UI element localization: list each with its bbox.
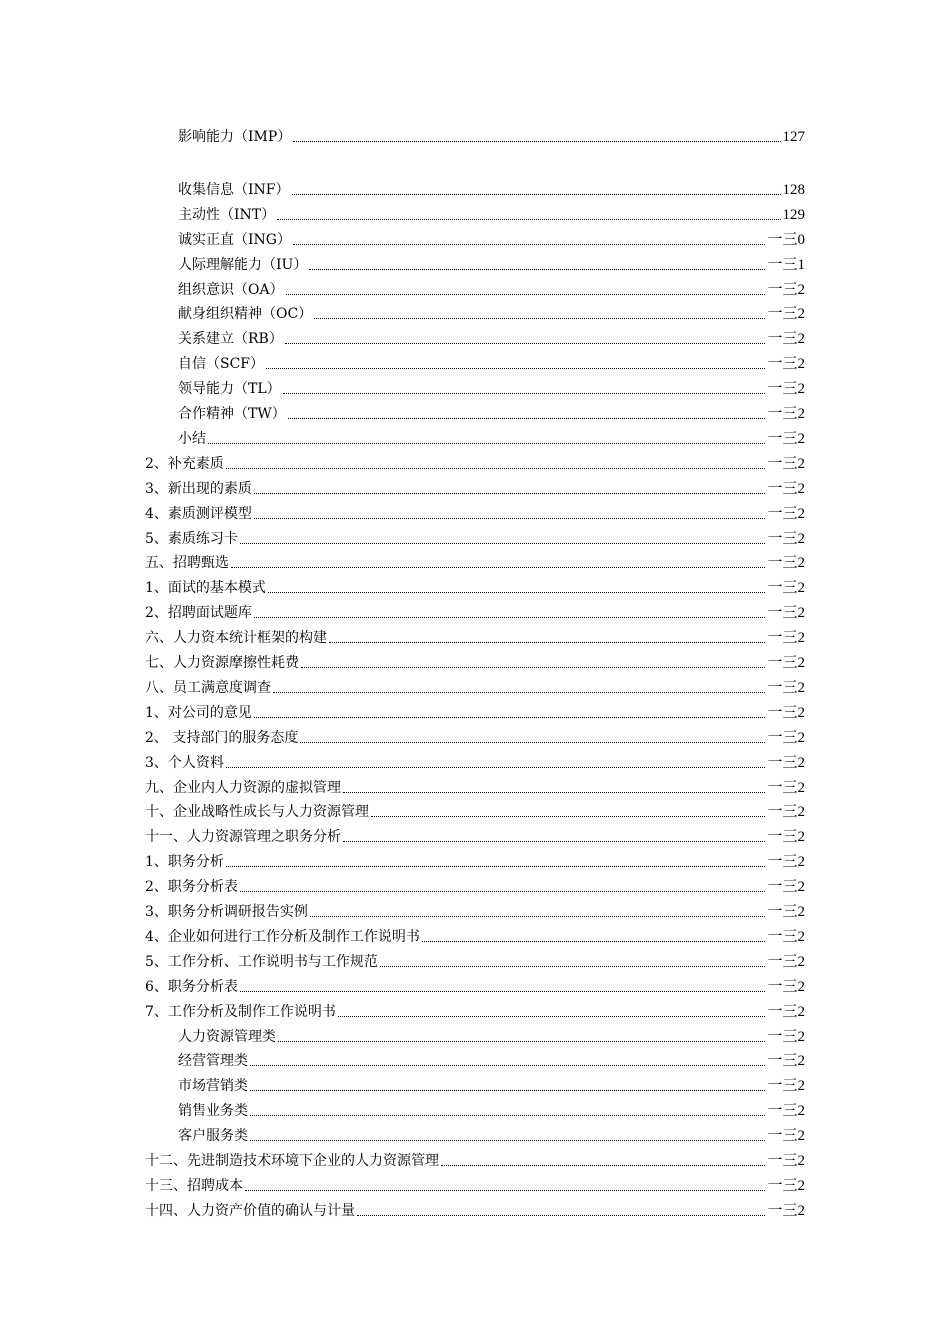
toc-entry-title: 3、职务分析调研报告实例	[145, 904, 308, 920]
toc-entry-page: 一三2	[767, 356, 805, 372]
toc-entry[interactable]	[178, 227, 805, 249]
toc-entry[interactable]	[145, 849, 805, 871]
toc-entry[interactable]	[145, 476, 805, 498]
toc-entry[interactable]	[145, 600, 805, 622]
toc-dot-leader	[286, 293, 766, 295]
toc-entry-page: 一三2	[767, 1203, 805, 1219]
toc-entry[interactable]	[178, 351, 805, 373]
toc-entry[interactable]	[145, 1198, 805, 1220]
toc-entry[interactable]	[145, 526, 805, 548]
toc-entry-title: 2、补充素质	[145, 456, 224, 472]
toc-entry[interactable]	[145, 999, 805, 1021]
toc-entry-page: 一三2	[767, 1078, 805, 1094]
toc-entry-title: 收集信息（INF）	[178, 182, 290, 198]
toc-entry-title: 1、对公司的意见	[145, 705, 252, 721]
toc-entry-page: 一三2	[767, 605, 805, 621]
toc-entry[interactable]	[145, 874, 805, 896]
toc-entry[interactable]	[178, 426, 805, 448]
toc-entry[interactable]	[178, 124, 805, 146]
toc-entry[interactable]	[145, 501, 805, 523]
toc-entry-page: 127	[782, 129, 805, 145]
toc-entry-page: 一三2	[767, 954, 805, 970]
toc-entry-title: 合作精神（TW）	[178, 406, 286, 422]
toc-entry-page: 一三2	[767, 879, 805, 895]
toc-entry-title: 1、面试的基本模式	[145, 580, 266, 596]
toc-entry[interactable]	[145, 824, 805, 846]
toc-dot-leader	[310, 915, 766, 917]
toc-entry-title: 八、员工满意度调查	[145, 680, 271, 696]
toc-entry-page: 一三2	[767, 506, 805, 522]
toc-entry-page: 一三2	[767, 630, 805, 646]
toc-dot-leader	[292, 193, 781, 195]
toc-dot-leader	[240, 890, 766, 892]
toc-entry-title: 2、职务分析表	[145, 879, 238, 895]
toc-entry-title: 2、 支持部门的服务态度	[145, 730, 299, 746]
toc-entry-page: 一三2	[767, 531, 805, 547]
toc-entry[interactable]	[145, 949, 805, 971]
toc-dot-leader	[266, 367, 765, 369]
toc-entry[interactable]	[178, 252, 805, 274]
toc-entry-title: 小结	[178, 431, 206, 447]
toc-dot-leader	[250, 1064, 765, 1066]
toc-dot-leader	[329, 641, 765, 643]
toc-entry-page: 一三2	[767, 755, 805, 771]
toc-entry-title: 十四、人力资产价值的确认与计量	[145, 1203, 355, 1219]
toc-entry-page: 一三2	[767, 904, 805, 920]
toc-entry-page: 一三2	[767, 1103, 805, 1119]
toc-dot-leader	[277, 218, 780, 220]
toc-entry-title: 人力资源管理类	[178, 1029, 276, 1045]
toc-entry-title: 十二、先进制造技术环境下企业的人力资源管理	[145, 1153, 439, 1169]
toc-entry-title: 五、招聘甄选	[145, 555, 229, 571]
toc-dot-leader	[226, 467, 766, 469]
toc-entry-title: 6、职务分析表	[145, 979, 238, 995]
toc-entry-page: 一三2	[767, 1178, 805, 1194]
toc-dot-leader	[357, 1214, 765, 1216]
toc-entry-page: 一三2	[767, 804, 805, 820]
toc-entry-title: 领导能力（TL）	[178, 381, 281, 397]
toc-entry[interactable]	[145, 1173, 805, 1195]
toc-entry-title: 3、个人资料	[145, 755, 224, 771]
toc-entry[interactable]	[145, 550, 805, 572]
toc-entry[interactable]	[178, 376, 805, 398]
toc-entry-title: 十一、人力资源管理之职务分析	[145, 829, 341, 845]
toc-entry[interactable]	[178, 1024, 805, 1046]
toc-entry[interactable]	[178, 1098, 805, 1120]
toc-entry-page: 一三2	[767, 979, 805, 995]
toc-dot-leader	[250, 1139, 765, 1141]
toc-entry-title: 自信（SCF）	[178, 356, 265, 372]
toc-entry-page: 一三2	[767, 406, 805, 422]
toc-entry-title: 影响能力（IMP）	[178, 129, 292, 145]
toc-dot-leader	[226, 865, 766, 867]
toc-entry[interactable]	[178, 177, 805, 199]
toc-entry-title: 六、人力资本统计框架的构建	[145, 630, 327, 646]
toc-entry-page: 一三2	[767, 381, 805, 397]
toc-dot-leader	[380, 965, 766, 967]
toc-dot-leader	[309, 268, 765, 270]
toc-entry-title: 关系建立（RB）	[178, 331, 283, 347]
toc-entry[interactable]	[178, 326, 805, 348]
toc-entry[interactable]	[178, 202, 805, 224]
toc-dot-leader	[273, 691, 765, 693]
toc-dot-leader	[254, 492, 766, 494]
toc-entry-title: 5、素质练习卡	[145, 531, 238, 547]
toc-entry-title: 5、工作分析、工作说明书与工作规范	[145, 954, 378, 970]
toc-dot-leader	[371, 815, 765, 817]
toc-entry-title: 主动性（INT）	[178, 207, 276, 223]
toc-entry-page: 一三2	[767, 1153, 805, 1169]
toc-entry[interactable]	[145, 1148, 805, 1170]
toc-entry-page: 一三2	[767, 854, 805, 870]
toc-entry[interactable]	[145, 899, 805, 921]
toc-entry-page: 一三2	[767, 929, 805, 945]
toc-entry[interactable]	[145, 675, 805, 697]
toc-entry[interactable]	[178, 1073, 805, 1095]
toc-dot-leader	[283, 392, 766, 394]
toc-entry[interactable]	[145, 700, 805, 722]
toc-entry-page: 一三2	[767, 829, 805, 845]
toc-entry-title: 1、职务分析	[145, 854, 224, 870]
toc-dot-leader	[293, 243, 766, 245]
toc-entry-title: 3、新出现的素质	[145, 481, 252, 497]
toc-entry-title: 人际理解能力（IU）	[178, 257, 308, 273]
toc-dot-leader	[422, 940, 766, 942]
toc-dot-leader	[250, 1089, 765, 1091]
toc-entry[interactable]	[178, 1048, 805, 1070]
toc-entry-page: 一三2	[767, 680, 805, 696]
toc-entry-title: 7、工作分析及制作工作说明书	[145, 1004, 336, 1020]
toc-entry[interactable]	[178, 1123, 805, 1145]
toc-entry-page: 一三2	[767, 1029, 805, 1045]
toc-dot-leader	[278, 1040, 765, 1042]
toc-entry-page: 128	[782, 182, 805, 198]
toc-entry[interactable]	[145, 625, 805, 647]
toc-entry[interactable]	[145, 799, 805, 821]
toc-entry-title: 经营管理类	[178, 1053, 248, 1069]
toc-entry-title: 献身组织精神（OC）	[178, 306, 313, 322]
toc-dot-leader	[338, 1015, 766, 1017]
toc-entry-page: 一三2	[767, 730, 805, 746]
toc-dot-leader	[240, 990, 766, 992]
toc-dot-leader	[293, 140, 780, 142]
toc-dot-leader	[301, 666, 765, 668]
toc-entry-page: 一三2	[767, 431, 805, 447]
toc-dot-leader	[288, 417, 766, 419]
toc-dot-leader	[226, 766, 766, 768]
toc-entry[interactable]	[145, 974, 805, 996]
toc-entry-title: 4、素质测评模型	[145, 506, 252, 522]
toc-dot-leader	[254, 616, 766, 618]
toc-entry-page: 一三2	[767, 1004, 805, 1020]
toc-entry-page: 一三2	[767, 306, 805, 322]
toc-entry[interactable]	[178, 401, 805, 423]
toc-entry-title: 九、企业内人力资源的虚拟管理	[145, 780, 341, 796]
toc-entry[interactable]	[145, 650, 805, 672]
toc-entry-page: 一三2	[767, 580, 805, 596]
toc-dot-leader	[254, 716, 766, 718]
toc-entry-title: 市场营销类	[178, 1078, 248, 1094]
toc-dot-leader	[231, 566, 765, 568]
toc-entry-page: 一三2	[767, 481, 805, 497]
toc-dot-leader	[314, 317, 765, 319]
toc-entry-title: 2、招聘面试题库	[145, 605, 252, 621]
toc-entry-page: 一三2	[767, 555, 805, 571]
toc-entry[interactable]	[178, 277, 805, 299]
toc-entry-title: 组织意识（OA）	[178, 282, 284, 298]
toc-dot-leader	[240, 542, 766, 544]
toc-dot-leader	[300, 741, 765, 743]
toc-entry[interactable]	[145, 924, 805, 946]
toc-entry-page: 一三0	[767, 232, 805, 248]
toc-entry-page: 一三2	[767, 780, 805, 796]
toc-entry-page: 一三1	[767, 257, 805, 273]
toc-dot-leader	[250, 1114, 765, 1116]
toc-entry-title: 诚实正直（ING）	[178, 232, 291, 248]
toc-entry[interactable]	[145, 775, 805, 797]
toc-entry-page: 129	[782, 207, 805, 223]
toc-entry[interactable]	[178, 301, 805, 323]
toc-entry-page: 一三2	[767, 1128, 805, 1144]
toc-dot-leader	[343, 791, 765, 793]
toc-entry-page: 一三2	[767, 282, 805, 298]
toc-entry-title: 十三、招聘成本	[145, 1178, 243, 1194]
toc-entry-page: 一三2	[767, 1053, 805, 1069]
toc-entry[interactable]	[145, 725, 805, 747]
toc-entry-page: 一三2	[767, 456, 805, 472]
toc-entry-page: 一三2	[767, 331, 805, 347]
toc-dot-leader	[441, 1164, 765, 1166]
toc-dot-leader	[343, 840, 765, 842]
toc-entry-title: 4、企业如何进行工作分析及制作工作说明书	[145, 929, 420, 945]
toc-dot-leader	[285, 342, 766, 344]
toc-entry-title: 七、人力资源摩擦性耗费	[145, 655, 299, 671]
toc-dot-leader	[245, 1189, 765, 1191]
toc-entry-page: 一三2	[767, 705, 805, 721]
toc-dot-leader	[268, 591, 766, 593]
toc-dot-leader	[254, 517, 766, 519]
toc-entry[interactable]	[145, 750, 805, 772]
toc-entry[interactable]	[145, 451, 805, 473]
toc-entry-title: 销售业务类	[178, 1103, 248, 1119]
toc-entry-title: 客户服务类	[178, 1128, 248, 1144]
toc-entry-title: 十、企业战略性成长与人力资源管理	[145, 804, 369, 820]
toc-dot-leader	[208, 442, 765, 444]
toc-entry[interactable]	[145, 575, 805, 597]
toc-entry-page: 一三2	[767, 655, 805, 671]
